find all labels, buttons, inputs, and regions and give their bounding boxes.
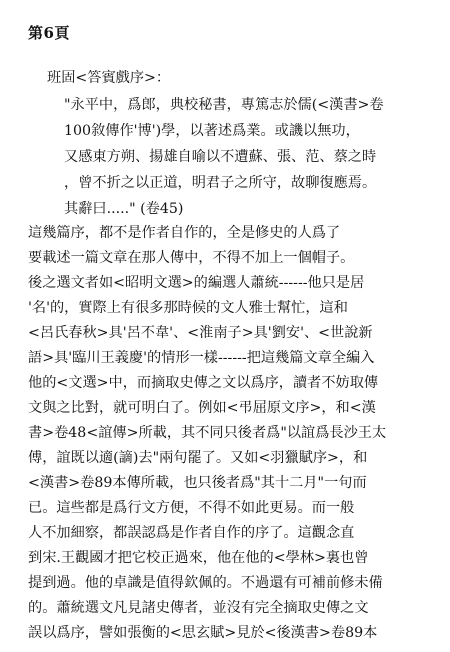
paragraph-line: 文與之比對，就可明白了。例如<弔屈原文序>，和<漢 <box>28 400 376 416</box>
quote-line: ，曾不折之以正道，明君子之所守，故聊復應焉。 <box>64 175 377 191</box>
paragraph-line: 誤以爲序，譬如張衡的<思玄賦>見於<後漢書>卷89本 <box>28 625 378 641</box>
paragraph-line: 要載述一篇文章在那人傳中，不得不加上一個帽子。 <box>28 250 355 266</box>
paragraph-line: 到宋.王觀國才把它校正過來，他在他的<學林>裏也曾 <box>28 550 369 566</box>
paragraph-line: 的。蕭統選文凡見諸史傳者，並沒有完全摘取史傳之文 <box>28 600 369 616</box>
paragraph-line: 書>卷48<誼傳>所載，其不同只後者爲"以誼爲長沙王太 <box>28 425 387 441</box>
paragraph-line: 語>具'臨川王義慶'的情形一樣------把這幾篇文章全編入 <box>28 350 375 366</box>
page-number-header: 第6頁 <box>28 24 70 42</box>
paragraph-line: '名'的，實際上有很多那時候的文人雅士幫忙，這和 <box>28 300 348 316</box>
quote-line: "永平中，爲郎，典校秘書，專篤志於儒(<漢書>卷 <box>64 97 384 113</box>
section-title: 班固<答賓戲序>： <box>47 70 171 86</box>
quote-line: 其辭曰....." (卷45) <box>64 201 184 217</box>
quote-line: 100敘傳作'博')學，以著述爲業。或譏以無功， <box>64 123 360 139</box>
paragraph-line: 已。這些都是爲行文方便，不得不如此更易。而一般 <box>28 500 355 516</box>
paragraph-line: 人不加細察，都誤認爲是作者自作的序了。這觀念直 <box>28 525 355 541</box>
paragraph-line: 提到過。他的卓識是值得欽佩的。不過還有可補前修未備 <box>28 575 383 591</box>
paragraph-line: <呂氏春秋>具'呂不韋'、<淮南子>具'劉安'、<世說新 <box>28 325 373 341</box>
paragraph-line: 這幾篇序，都不是作者自作的，全是修史的人爲了 <box>28 225 341 241</box>
paragraph-line: 後之選文者如<昭明文選>的編選人蕭統------他只是居 <box>28 275 365 291</box>
paragraph-line: 他的<文選>中，而摘取史傳之文以爲序，讀者不妨取傳 <box>28 375 379 391</box>
paragraph-line: 傅，誼既以適(謫)去"兩句罷了。又如<羽獵賦序>，和 <box>28 450 368 466</box>
paragraph-line: <漢書>卷89本傳所載，也只後者爲"其十二月"一句而 <box>28 475 367 491</box>
quote-line: 又感東方朔、揚雄自喻以不遭蘇、張、范、蔡之時 <box>64 149 377 165</box>
